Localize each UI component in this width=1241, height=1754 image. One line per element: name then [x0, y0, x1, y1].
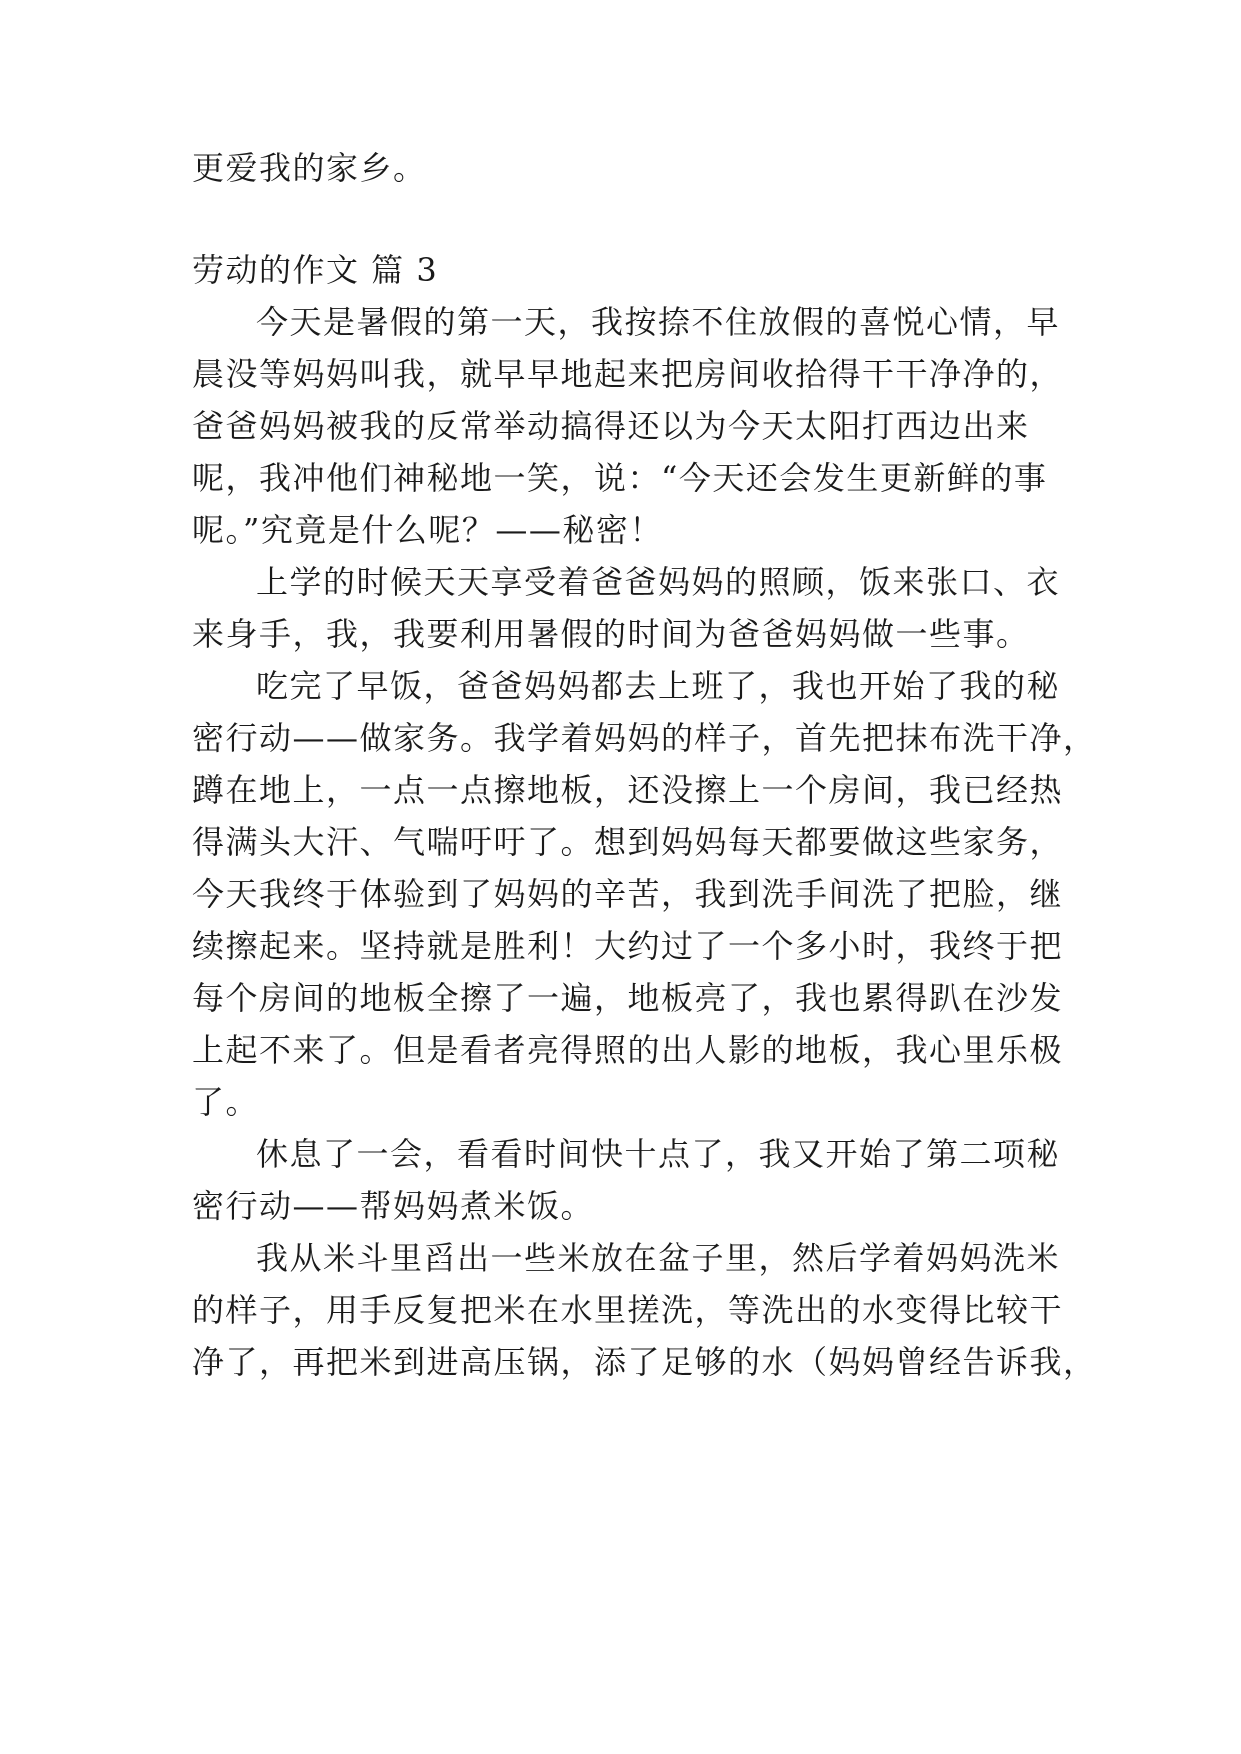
paragraph-3-line-5: 今天我终于体验到了妈妈的辛苦，我到洗手间洗了把脸，继	[192, 875, 1064, 913]
section-title: 劳动的作文 篇 3	[192, 251, 439, 289]
paragraph-5-line-2: 的样子，用手反复把米在水里搓洗，等洗出的水变得比较干	[192, 1291, 1064, 1329]
paragraph-1-line-4: 呢，我冲他们神秘地一笑，说：“今天还会发生更新鲜的事	[192, 459, 1048, 497]
paragraph-1-line-5: 呢。”究竟是什么呢？——秘密！	[192, 511, 663, 549]
paragraph-3-line-4: 得满头大汗、气喘吁吁了。想到妈妈每天都要做这些家务，	[192, 823, 1064, 861]
paragraph-3-line-8: 上起不来了。但是看者亮得照的出人影的地板，我心里乐极	[192, 1031, 1064, 1069]
paragraph-3-line-3: 蹲在地上，一点一点擦地板，还没擦上一个房间，我已经热	[192, 771, 1064, 809]
paragraph-3-line-6: 续擦起来。坚持就是胜利！大约过了一个多小时，我终于把	[192, 927, 1064, 965]
paragraph-2-line-2: 来身手，我，我要利用暑假的时间为爸爸妈妈做一些事。	[192, 615, 1030, 653]
paragraph-5-line-3: 净了，再把米到进高压锅，添了足够的水（妈妈曾经告诉我，	[192, 1343, 1097, 1381]
paragraph-3-line-7: 每个房间的地板全擦了一遍，地板亮了，我也累得趴在沙发	[192, 979, 1064, 1017]
paragraph-1-line-3: 爸爸妈妈被我的反常举动搞得还以为今天太阳打西边出来	[192, 407, 1030, 445]
paragraph-4-line-2: 密行动——帮妈妈煮米饭。	[192, 1187, 595, 1225]
paragraph-3-line-1: 吃完了早饭，爸爸妈妈都去上班了，我也开始了我的秘	[256, 667, 1061, 705]
paragraph-3-line-2: 密行动——做家务。我学着妈妈的样子，首先把抹布洗干净，	[192, 719, 1097, 757]
opening-line: 更爱我的家乡。	[192, 149, 427, 187]
paragraph-1-line-1: 今天是暑假的第一天，我按捺不住放假的喜悦心情，早	[256, 303, 1061, 341]
paragraph-2-line-1: 上学的时候天天享受着爸爸妈妈的照顾，饭来张口、衣	[256, 563, 1061, 601]
paragraph-4-line-1: 休息了一会，看看时间快十点了，我又开始了第二项秘	[256, 1135, 1061, 1173]
paragraph-1-line-2: 晨没等妈妈叫我，就早早地起来把房间收拾得干干净净的，	[192, 355, 1064, 393]
paragraph-5-line-1: 我从米斗里舀出一些米放在盆子里，然后学着妈妈洗米	[256, 1239, 1061, 1277]
paragraph-3-line-9: 了。	[192, 1083, 260, 1121]
